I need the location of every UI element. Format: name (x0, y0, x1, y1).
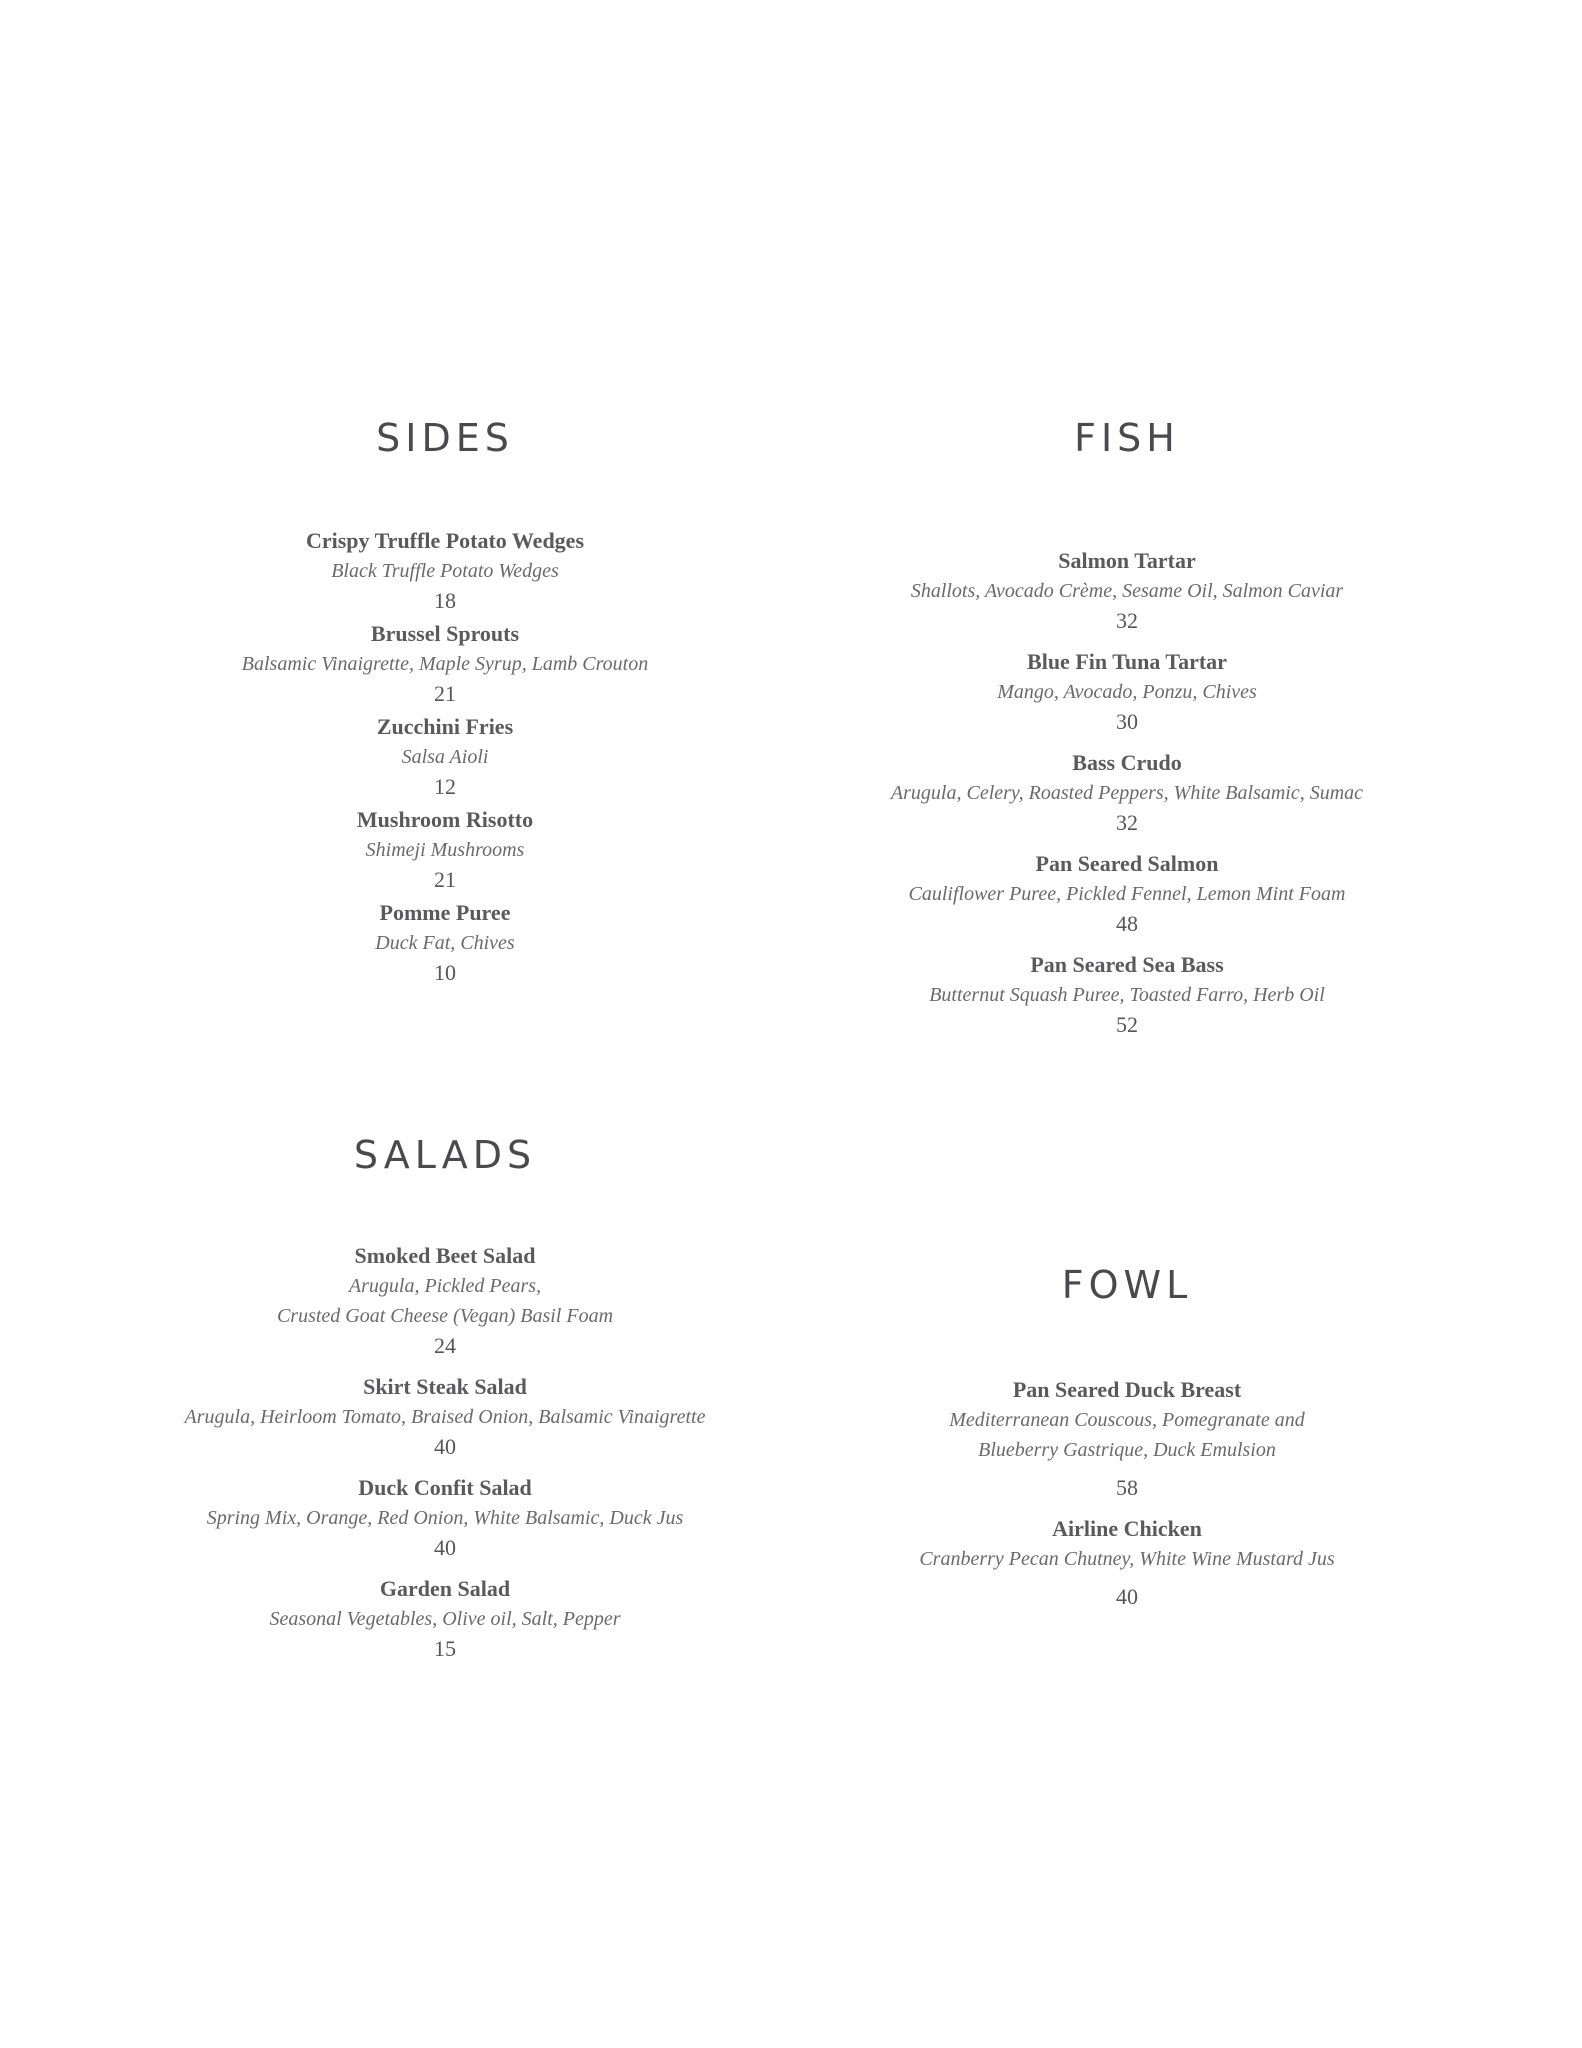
menu-item (807, 748, 1447, 838)
item-price: 32 (1116, 608, 1138, 633)
item-description: Shimeji Mushrooms (365, 839, 525, 861)
item-name: Zucchini Fries (376, 714, 514, 739)
item-price: 10 (434, 960, 456, 985)
item-description: Cauliflower Puree, Pickled Fennel, Lemon Mint Foam (908, 883, 1346, 905)
item-name: Mushroom Risotto (356, 807, 534, 832)
item-description-line-2: Blueberry Gastrique, Duck Emulsion (978, 1439, 1276, 1461)
item-name: Airline Chicken (1052, 1516, 1202, 1541)
fowl-list (807, 1375, 1447, 1612)
item-price: 40 (1116, 1584, 1138, 1609)
item-description: Arugula, Pickled Pears, (348, 1275, 542, 1297)
item-price: 32 (1116, 810, 1138, 835)
menu-item (807, 546, 1447, 636)
item-price: 15 (434, 1636, 456, 1661)
item-name: Pan Seared Duck Breast (1012, 1377, 1242, 1402)
item-name: Crispy Truffle Potato Wedges (305, 528, 585, 553)
item-description-line-2: Crusted Goat Cheese (Vegan) Basil Foam (276, 1305, 614, 1327)
item-description: Mango, Avocado, Ponzu, Chives (997, 681, 1257, 703)
item-description: Shallots, Avocado Crème, Sesame Oil, Salmon Caviar (910, 580, 1344, 602)
fowl-section (807, 1263, 1447, 1612)
menu-item (125, 1241, 765, 1361)
item-description: Balsamic Vinaigrette, Maple Syrup, Lamb Crouton (241, 653, 649, 675)
item-name: Salmon Tartar (1058, 548, 1196, 573)
item-description: Salsa Aioli (401, 746, 489, 768)
item-description: Arugula, Celery, Roasted Peppers, White Balsamic, Sumac (890, 782, 1364, 804)
item-price: 48 (1116, 911, 1138, 936)
item-price: 24 (434, 1333, 456, 1358)
item-description: Black Truffle Potato Wedges (331, 560, 559, 582)
item-description: Mediterranean Couscous, Pomegranate and (949, 1409, 1305, 1431)
menu-item (807, 849, 1447, 939)
item-name: Smoked Beet Salad (354, 1243, 536, 1268)
salads-list (125, 1241, 765, 1664)
item-name: Garden Salad (379, 1576, 511, 1601)
item-name: Pan Seared Salmon (1035, 851, 1219, 876)
item-name: Pomme Puree (379, 900, 511, 925)
item-name: Brussel Sprouts (370, 621, 520, 646)
section-title-sides: SIDES (376, 416, 514, 460)
menu-item (125, 619, 765, 709)
item-price: 21 (434, 681, 456, 706)
menu-item (125, 805, 765, 895)
item-price: 52 (1116, 1012, 1138, 1037)
item-description: Seasonal Vegetables, Olive oil, Salt, Pepper (269, 1608, 621, 1630)
item-price: 12 (434, 774, 456, 799)
menu-item (125, 526, 765, 616)
section-title-fowl: FOWL (1061, 1263, 1193, 1307)
item-description: Spring Mix, Orange, Red Onion, White Balsamic, Duck Jus (206, 1507, 684, 1529)
salads-section (125, 1133, 765, 1664)
item-price: 40 (434, 1535, 456, 1560)
menu-item (125, 1372, 765, 1462)
section-title-fish: FISH (1074, 416, 1180, 460)
sides-list (125, 526, 765, 988)
fish-list (807, 546, 1447, 1040)
menu-item (125, 1574, 765, 1664)
section-title-salads: SALADS (353, 1133, 537, 1177)
menu-item (807, 1514, 1447, 1612)
item-name: Pan Seared Sea Bass (1030, 952, 1224, 977)
item-name: Bass Crudo (1072, 750, 1182, 775)
item-price: 40 (434, 1434, 456, 1459)
menu-item (125, 1473, 765, 1563)
menu-item (807, 647, 1447, 737)
item-description: Duck Fat, Chives (375, 932, 515, 954)
item-description: Arugula, Heirloom Tomato, Braised Onion, Balsamic Vinaigrette (184, 1406, 706, 1428)
item-price: 21 (434, 867, 456, 892)
item-name: Duck Confit Salad (358, 1475, 532, 1500)
item-name: Skirt Steak Salad (363, 1374, 527, 1399)
menu-item (125, 898, 765, 988)
item-price: 30 (1116, 709, 1138, 734)
item-description: Cranberry Pecan Chutney, White Wine Mustard Jus (919, 1548, 1335, 1570)
item-description: Butternut Squash Puree, Toasted Farro, Herb Oil (929, 984, 1325, 1006)
fish-section (807, 416, 1447, 1040)
item-price: 58 (1116, 1475, 1138, 1500)
sides-section (125, 416, 765, 988)
item-name: Blue Fin Tuna Tartar (1027, 649, 1227, 674)
menu-item (807, 1375, 1447, 1503)
menu-item (807, 950, 1447, 1040)
item-price: 18 (434, 588, 456, 613)
menu-item (125, 712, 765, 802)
